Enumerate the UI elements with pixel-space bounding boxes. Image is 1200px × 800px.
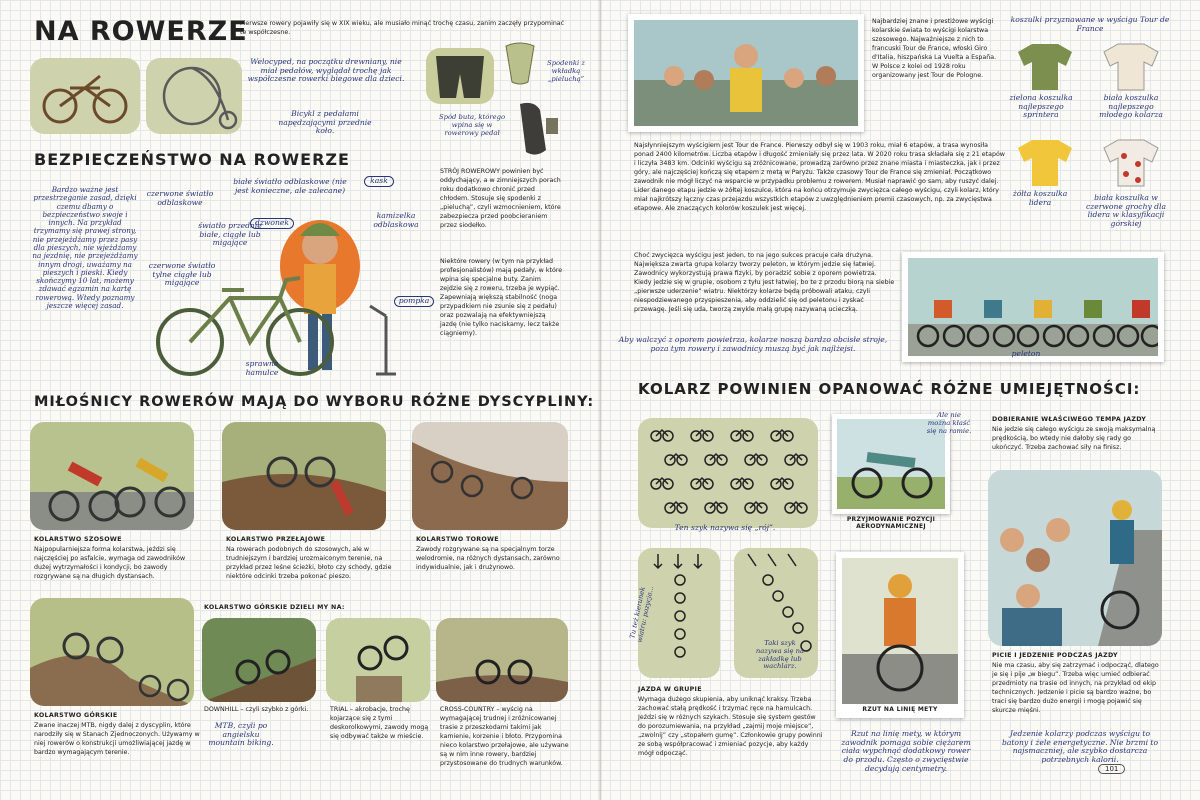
jersey-green-label: zielona koszulka najlepszego sprintera [1009, 93, 1073, 120]
jersey-yellow-label: żółta koszulka lidera [1012, 189, 1068, 207]
jersey-white-label: biała koszulka najlepszego młodego kolarza [1099, 93, 1163, 120]
food-text: Nie ma czasu, aby się zatrzymać i odpocząć, dlatego je się i pije „w biegu”. Trzeba więc umieć odbierać przedmioty na trasie od innych, na przykład od ekip technicznych. Jedzenie i picie są bardzo ważne, bo traci się bardzo dużo energii i mogą pojawić się skurcze mięśni. [992, 662, 1159, 714]
cx-text: Na rowerach podobnych do szosowych, ale w trudniejszym i bardziej urozmaiconym terenie, na przykład przez leśne ścieżki, błoto czy schody, gdzie niektóre odcinki trzeba pokonać pieszo. [226, 546, 392, 580]
shorts-padding-illustration [500, 40, 540, 88]
bike-icon [705, 502, 727, 513]
note-shorts: Spodenki z wkładką „pieluchą” [547, 59, 585, 83]
page-gutter [598, 0, 602, 800]
jersey-polka-label: biała koszulka w czerwone grochy dla lidera w klasyfikacji górskiej [1086, 193, 1166, 229]
bike-icon [705, 454, 727, 465]
track-title: KOLARSTWO TOROWE [416, 536, 499, 543]
page-title: NA ROWERZE [34, 16, 248, 47]
food-title: PICIE I JEDZENIE PODCZAS JAZDY [992, 652, 1118, 659]
peloton-label: peleton [1011, 349, 1041, 358]
velocipede-illustration [30, 58, 140, 134]
bike-icon [785, 454, 807, 465]
cross-country-text: CROSS-COUNTRY – wyścig na wymagającej trudnej i zróżnicowanej trasie z przeszkodami takimi jak kamienie, korzenie i błoto. Przypomina nieco kolarstwo przełajowe, ale używane są w nim inne rowery, bardziej przystosowane do trudnych warunków. [440, 706, 569, 767]
wind-arrows-note: Tu też kierunek wiatru: pozycja... [628, 585, 655, 644]
road-text: Najpopularniejsza forma kolarstwa, jeździ się najczęściej po asfalcie, wymaga od zawodników dużej wytrzymałości i kondycji, bo zawody rozgrywane są na długich dystansach. [34, 546, 186, 580]
trial-illustration [326, 618, 430, 702]
cycling-shorts-illustration [426, 48, 494, 104]
label-vest: kamizelka odblaskowa [373, 211, 419, 229]
aero-caption: PRZYJMOWANIE POZYCJI AERODYNAMICZNEJ [846, 516, 936, 530]
gear-text: STRÓJ ROWEROWY powinien być oddychający, a w zimniejszych porach roku dodatkowo chronić przed chłodem. Stosuje się spodenki z „pieluchą”, czyli wzmocnieniem, które zabezpiecza przed poobcieraniem przez siodełko. [440, 168, 561, 229]
page-number: 101 [1098, 764, 1125, 774]
bike-icon [785, 502, 807, 513]
peloton-photo [902, 252, 1164, 362]
note-velocipede: Welocyped, na początku drewniany, nie miał pedałów, wyglądał trochę jak współczesne rowerki biegowe dla dzieci. [247, 57, 405, 84]
track-text: Zawody rozgrywane są na specjalnym torze welodromie, na różnych dystansach, zarówno indywidualnie, jak i drużynowo. [416, 546, 560, 571]
label-white-reflector: białe światło odblaskowe (nie jest konieczne, ale zalecane) [233, 177, 347, 195]
echelon-note: Taki szyk nazywa się na zakładkę lub wachlarz. [755, 639, 805, 671]
bike-icon [731, 478, 753, 489]
tdf-main-text: Najsłynniejszym wyścigiem jest Tour de France. Pierwszy odbył się w 1903 roku, miał 6 etapów, a trasa wynosiła ponad 2400 kilometrów. Liczba etapów i długość zmieniały się przez lata. W 2020 roku trasa składała się z 21 etapów i liczyła 3483 km. Odcinki wyścigu są zróżnicowane, prowadzą zarówno przez znane miasta i miasteczka, jak i przez góry, ale najczęściej kończą się etapem z metą w Paryżu. Także czasowy Tour de France się zmieniał. Początkowo zawodnik nie mógł liczyć na wsparcie w przypadku problemu z rowerem. Musiał naprawić go sam, aby ruszyć dalej. Lider danego etapu jedzie w żółtej koszulce, która na końcu otrzymuje zwycięzca całego wyścigu, czyli kolarz, który miał najkrótszy łączny czas przejazdu wszystkich etapów z uwzględnieniem premii czasowych, np. za zwycięstwa etapowe. Ale znaczących kolorów koszulek jest więcej. [634, 142, 1005, 212]
food-note: Jedzenie kolarzy podczas wyścigu to batony i żele energetyczne. Nie brzmi to najsmaczniej, ale szybko dostarcza potrzebnych kalorii. [1001, 729, 1159, 765]
mtb-note: MTB, czyli po angielsku mountain biking. [208, 721, 274, 748]
note-shoe: Spód buta, którego wpina się w rowerowy pedał [438, 113, 506, 137]
sprint-photo [836, 552, 964, 718]
trial-text: TRIAL – akrobacje, trochę kojarzące się z tymi deskorolkowymi, zawody mogą się odbywać także w mieście. [330, 706, 429, 740]
bike-icon [651, 478, 673, 489]
bike-icon [665, 454, 687, 465]
sprint-note: Rzut na linię mety, w którym zawodnik pomaga sobie ciężarem ciała wypchnąć dodatkowy rower do przodu. Często o zwycięstwie decydują centymetry. [841, 729, 971, 773]
pedals-text: Niektóre rowery (w tym na przykład profesjonalistów) mają pedały, w które wpina się specjalne buty. Zanim zejdzie się z roweru, trzeba je wypiąć. Zapewniają większą stabilność (noga przypadkiem nie zsunie się z pedału) oraz pozwalają na efektywniejszą jazdę (nie tylko naciskamy, lecz także ciągniemy). [440, 258, 563, 337]
road-cycling-illustration [30, 422, 194, 530]
safety-heading: BEZPIECZEŃSTWO NA ROWERZE [34, 150, 350, 169]
bike-icon [745, 502, 767, 513]
peloton-text: Choć zwycięzca wyścigu jest jeden, to na jego sukces pracuje cała drużyna. Największa zwarta grupa kolarzy tworzy peleton, w którym jedzie się łatwiej. Zawodnicy wykorzystują prawa fizyki, by poradzić sobie z oporem powietrza. Kiedy jedzie się w grupie, osobom z tyłu jest łatwiej, bo te z przodu biorą na siebie „pierwsze uderzenie” wiatru. Niektórzy kolarze będą próbowali ataku, czyli niespodziewanego przyspieszenia, aby oddzielić się od peletonu i zyskać przewagę. Jeśli się uda, tworzą zwykle małą grupę nazywaną ucieczką. [634, 252, 895, 313]
label-helmet: kask [364, 176, 394, 187]
downhill-text: DOWNHILL – czyli szybko z górki. [204, 706, 309, 713]
note-pedals: Bicykl z pedałami napędzającymi przednie koło. [278, 109, 372, 136]
skills-heading: KOLARZ POWINIEN OPANOWAĆ RÓŻNE UMIEJĘTNOŚCI: [638, 380, 1141, 398]
cleat-shoe-illustration [506, 100, 562, 160]
group-riding-text: Wymaga dużego skupienia, aby uniknąć kraksy. Trzeba zachować stałą prędkość i trzymać ręce na hamulcach. Jeździ się w różnych szykach. Stosuje się system gestów do porozumiewania, na przykład „zajmij moje miejsce”, „zwolnij” czy „stopałem gumę”. Członkowie grupy powinni ze sobą współpracować i zmieniać pozycje, aby każdy mógł odpocząć. [638, 696, 823, 757]
mtb-title: KOLARSTWO GÓRSKIE [34, 712, 118, 719]
swarm-formation-panel [638, 418, 818, 528]
bike-icon [691, 430, 713, 441]
bike-icon [745, 454, 767, 465]
cyclocross-illustration [222, 422, 386, 530]
disciplines-heading: MIŁOŚNICY ROWERÓW MAJĄ DO WYBORU RÓŻNE DYSCYPLINY: [34, 394, 595, 410]
label-rear-light: czerwone światło tylne ciągłe lub migające [148, 261, 216, 288]
swarm-note: Ten szyk nazywa się „rój”. [674, 523, 776, 532]
bike-icon [771, 430, 793, 441]
feeding-illustration [988, 470, 1162, 646]
cross-country-illustration [436, 618, 568, 702]
mtb-disciplines-label: KOLARSTWO GÓRSKIE DZIELI MY NA: [204, 604, 345, 611]
label-brakes: sprawne hamulce [245, 359, 279, 377]
sprint-caption: RZUT NA LINIĘ METY [862, 706, 938, 713]
label-pump: pompka [394, 296, 434, 307]
fans-photo [628, 14, 864, 132]
track-cycling-illustration [412, 422, 568, 530]
label-bell: dzwonek [250, 218, 294, 229]
pace-title: DOBIERANIE WŁAŚCIWEGO TEMPA JAZDY [992, 416, 1147, 423]
cx-title: KOLARSTWO PRZEŁAJOWE [226, 536, 326, 543]
bike-icon [771, 478, 793, 489]
downhill-illustration [202, 618, 316, 702]
mtb-illustration [30, 598, 194, 706]
pace-text: Nie jedzie się całego wyścigu ze swoją maksymalną prędkością, bo wtedy nie dałoby się rady go ukończyć. Trzeba zachować siły na finisz. [992, 426, 1156, 451]
label-red-reflector: czerwone światło odblaskowe [146, 189, 214, 207]
mtb-text: Zwane inaczej MTB, nigdy dalej z dyscyplin, które narodziły się w Stanach Zjednoczonych. Używamy w niej rowerów o konstrukcji umożliwiającej jazdę w bardzo wymagającym terenie. [34, 722, 200, 756]
races-text: Najbardziej znane i prestiżowe wyścigi kolarskie świata to wyścigi kolarstwa szosowego. Najważniejsze z nich to francuski Tour de France, włoski Giro d'Italia, hiszpańska La Vuelta a España. W Polsce z kolei od 1928 roku organizowany jest Tour de Pologne. [872, 18, 997, 79]
safety-rules-text: Bardzo ważne jest przestrzeganie zasad, dzięki czemu dbamy o bezpieczeństwo swoje i innych. Na przykład trzymamy się prawej strony, nie przejeżdżamy przez pasy dla pieszych, nie wjeżdżamy na jezdnię, nie przejeżdżamy innym drogi, uważamy na pieszych i pieski. Kiedy skończymy 10 lat, możemy zdawać egzamin na kartę rowerową. Wtedy poznamy jeszcze więcej zasad. [32, 185, 138, 310]
road-title: KOLARSTWO SZOSOWE [34, 536, 122, 543]
bike-icon [665, 502, 687, 513]
penny-farthing-illustration [146, 58, 242, 134]
intro-text: Pierwsze rowery pojawiły się w XIX wieku, ale musiało minąć trochę czasu, zanim zaczęły przypominać te współczesne. [240, 20, 565, 36]
aero-note: Ale nie można kłaść się na ramie. [926, 411, 972, 435]
wind-resistance-note: Aby walczyć z oporem powietrza, kolarze noszą bardzo obcisłe stroje, poza tym rowery i zawodnicy muszą być jak najlżejsi. [618, 335, 888, 353]
bike-icon [651, 430, 673, 441]
bike-icon [691, 478, 713, 489]
jerseys-title: koszulki przyznawane w wyścigu Tour de France [1010, 15, 1170, 33]
bike-icon [731, 430, 753, 441]
group-riding-title: JAZDA W GRUPIE [638, 686, 702, 693]
line-formation-panel [638, 548, 720, 678]
label-front-light: światło przednie białe, ciągłe lub migające [198, 221, 262, 248]
